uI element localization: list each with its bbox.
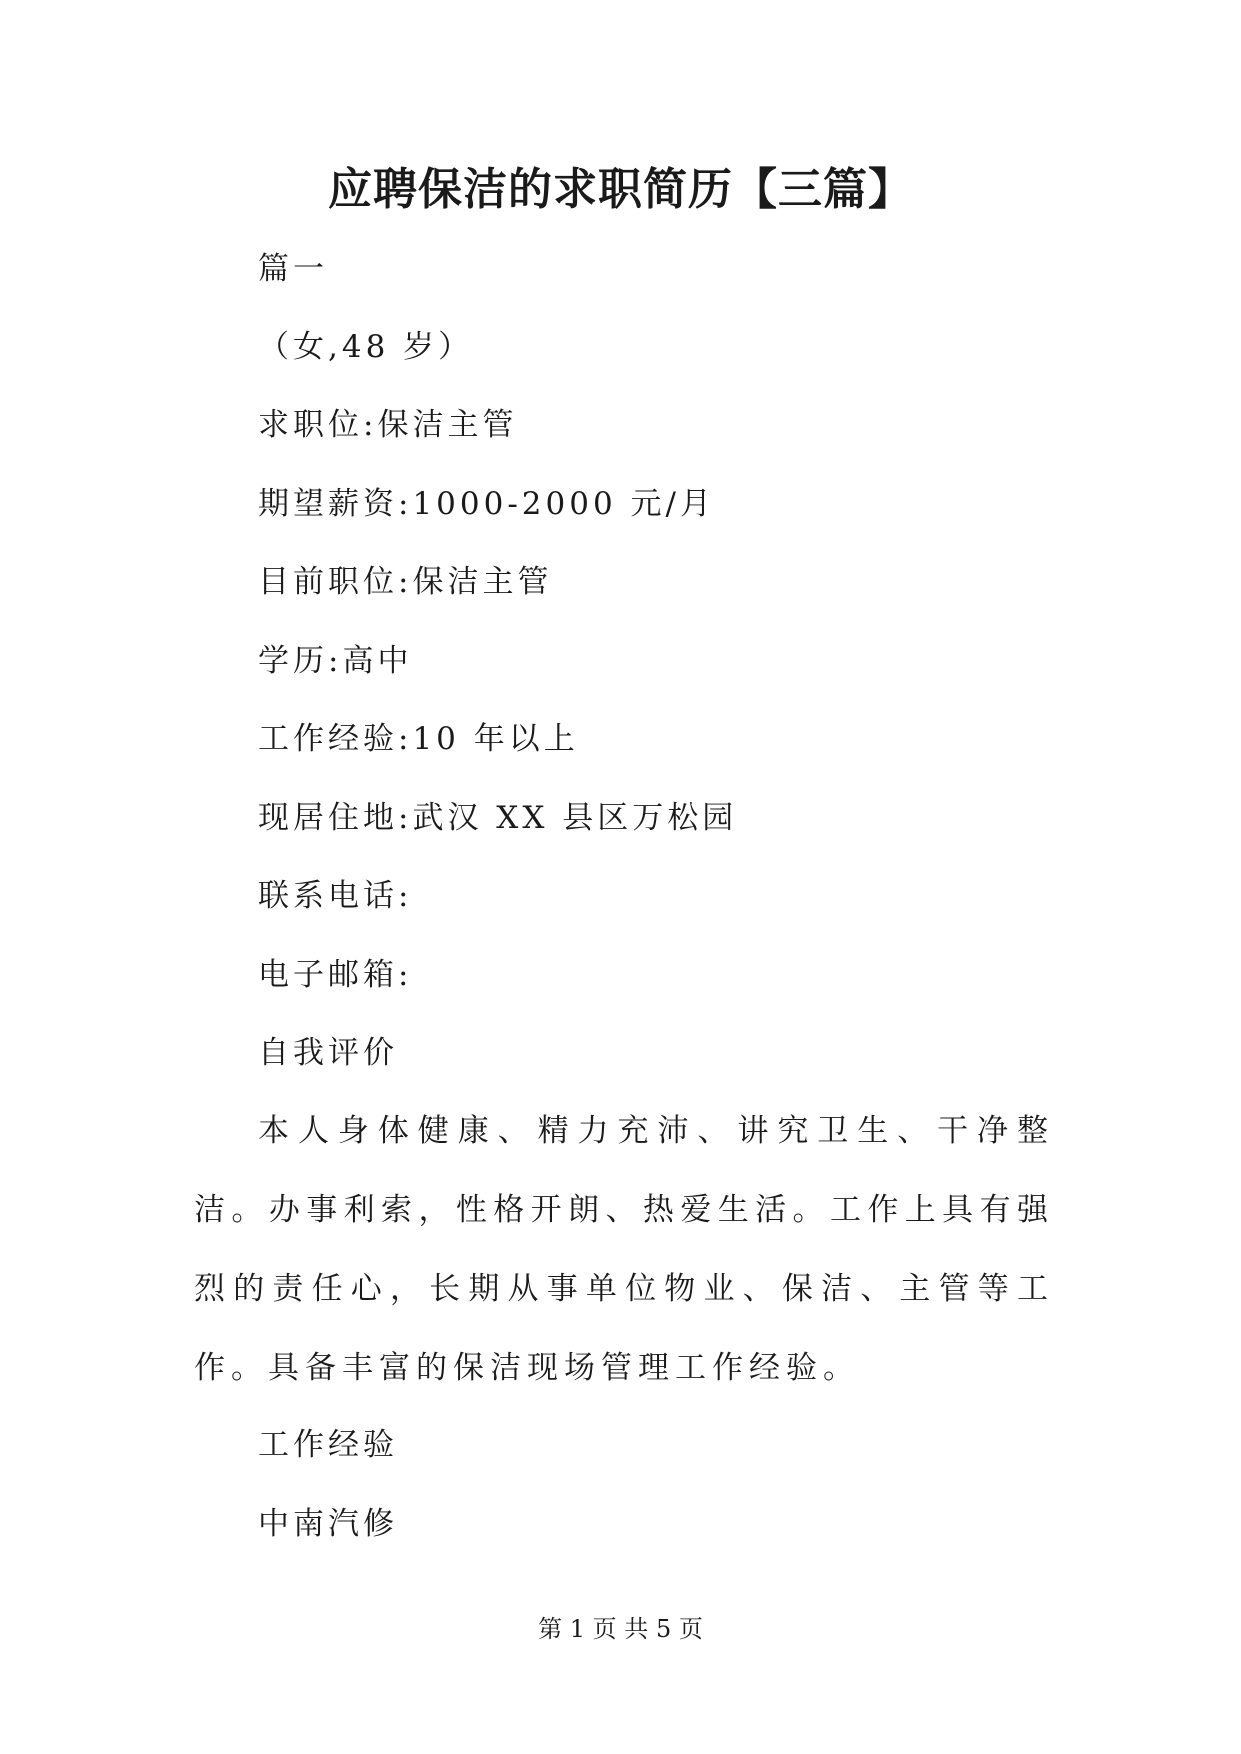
line-work-years: 工作经验:10 年以上 (258, 721, 579, 757)
line-expected-salary: 期望薪资:1000-2000 元/月 (258, 486, 716, 522)
page-footer: 第 1 页 共 5 页 (538, 1615, 703, 1643)
section-label: 篇一 (258, 251, 328, 287)
company-name: 中南汽修 (258, 1506, 398, 1542)
line-gender-age: （女,48 岁） (258, 329, 474, 365)
line-education: 学历:高中 (258, 643, 413, 679)
work-experience-heading: 工作经验 (258, 1427, 398, 1463)
line-residence: 现居住地:武汉 XX 县区万松园 (258, 800, 738, 836)
document-title: 应聘保洁的求职简历【三篇】 (328, 164, 913, 215)
line-current-position: 目前职位:保洁主管 (258, 564, 553, 600)
line-desired-position: 求职位:保洁主管 (258, 407, 518, 443)
line-phone: 联系电话: (258, 878, 413, 914)
self-evaluation-paragraph: 本人身体健康、精力充沛、讲究卫生、干净整洁。办事利索，性格开朗、热爱生活。工作上具有强烈的责任心，长期从事单位物业、保洁、主管等工作。具备丰富的保洁现场管理工作经验。 (194, 1113, 1054, 1386)
self-evaluation-heading: 自我评价 (258, 1035, 398, 1071)
line-email: 电子邮箱: (258, 957, 413, 993)
